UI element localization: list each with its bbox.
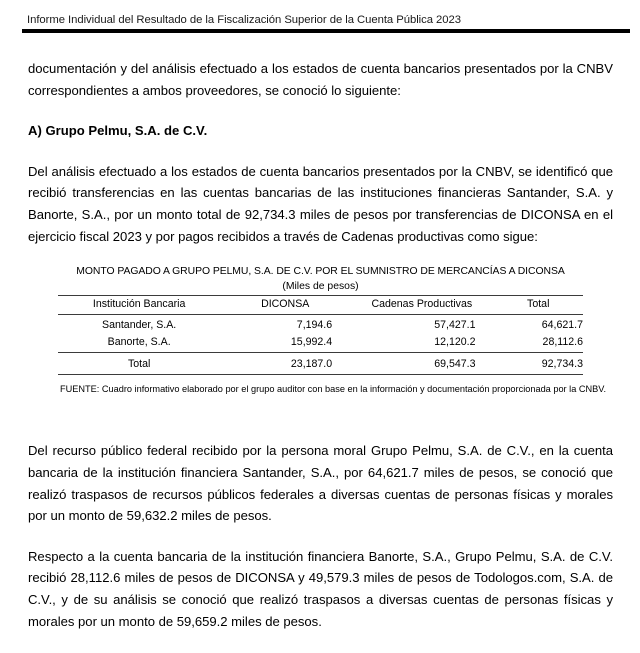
table-footer bbox=[58, 353, 583, 375]
table-title: MONTO PAGADO A GRUPO PELMU, S.A. DE C.V. POR EL SUMNISTRO DE MERCANCÍAS A DICONSA bbox=[76, 266, 565, 278]
cell-cadenas: 57,427.1 bbox=[434, 319, 476, 332]
cell-institution: Santander, S.A. bbox=[102, 319, 177, 332]
table-total-row bbox=[58, 353, 583, 375]
cell-diconsa: 7,194.6 bbox=[296, 319, 333, 332]
table-header-row-group bbox=[58, 296, 583, 315]
table-row bbox=[58, 315, 583, 334]
cell-total: 28,112.6 bbox=[494, 334, 584, 353]
cell-total-total: 92,734.3 bbox=[494, 353, 584, 375]
table-subtitle-units: (Miles de pesos) bbox=[282, 280, 359, 292]
paragraph-analysis: Del análisis efectuado a los estados de cuenta bancarios presentados por la CNBV, se identificó que recibió transferencias en las cuentas bancarias de las instituciones financieras Santander, S.A. y Banorte, S.A., por un monto total de 92,734.3 miles de pesos por transferencias de DICONSA en el ejercicio fiscal 2023 y por pagos recibidos a través de Cadenas productivas como sigue: bbox=[28, 163, 613, 244]
table-block-monto-pagado bbox=[28, 265, 613, 396]
table-source-note: FUENTE: Cuadro informativo elaborado por el grupo auditor con base en la información y documentación proporcionada por la CNBV. bbox=[60, 384, 607, 395]
cell-total-diconsa: 23,187.0 bbox=[220, 353, 350, 375]
column-header-institucion-bancaria: Institución Bancaria bbox=[58, 296, 220, 315]
document-body bbox=[28, 58, 613, 651]
table-body bbox=[58, 315, 583, 353]
column-header-cadenas-productivas: Cadenas Productivas bbox=[350, 296, 493, 315]
column-header-total: Total bbox=[494, 296, 584, 315]
column-header-diconsa: DICONSA bbox=[220, 296, 350, 315]
monto-pagado-table bbox=[58, 295, 583, 375]
cell-cadenas: 12,120.2 bbox=[350, 334, 493, 353]
cell-diconsa: 15,992.4 bbox=[220, 334, 350, 353]
cell-total-cadenas: 69,547.3 bbox=[350, 353, 493, 375]
cell-institution: Banorte, S.A. bbox=[58, 334, 220, 353]
table-header-row bbox=[58, 296, 583, 315]
page-running-header bbox=[0, 0, 640, 33]
cell-total: 64,621.7 bbox=[541, 319, 583, 332]
spacer bbox=[28, 396, 613, 440]
paragraph-intro: documentación y del análisis efectuado a los estados de cuenta bancarios presentados por la CNBV correspondientes a ambos proveedores, se conoció lo siguiente: bbox=[28, 61, 613, 98]
cell-total-label: Total bbox=[58, 353, 220, 375]
paragraph-banorte-detail: Respecto a la cuenta bancaria de la institución financiera Banorte, S.A., Grupo Pelmu, S.A. de C.V. recibió 28,112.6 miles de pesos de DICONSA y 49,579.3 miles de pesos de Todologos.com, S.A. de C.V., y de su análisis se conoció que realizó traspasos a diversas cuentas de personas físicas y morales por un monto de 59,659.2 miles de pesos. bbox=[28, 548, 613, 629]
paragraph-santander-detail: Del recurso público federal recibido por la persona moral Grupo Pelmu, S.A. de C.V., en la cuenta bancaria de la institución financiera Santander, S.A., por 64,621.7 miles de pesos, se conoció que realizó traspasos de recursos públicos federales a diversas cuentas de personas físicas y morales por un monto de 59,632.2 miles de pesos. bbox=[28, 443, 613, 524]
section-heading-grupo-pelmu: A) Grupo Pelmu, S.A. de C.V. bbox=[28, 123, 208, 139]
header-divider-rule bbox=[22, 29, 630, 33]
running-header-title: Informe Individual del Resultado de la Fiscalización Superior de la Cuenta Pública 2023 bbox=[27, 14, 461, 26]
table-row bbox=[58, 334, 583, 353]
